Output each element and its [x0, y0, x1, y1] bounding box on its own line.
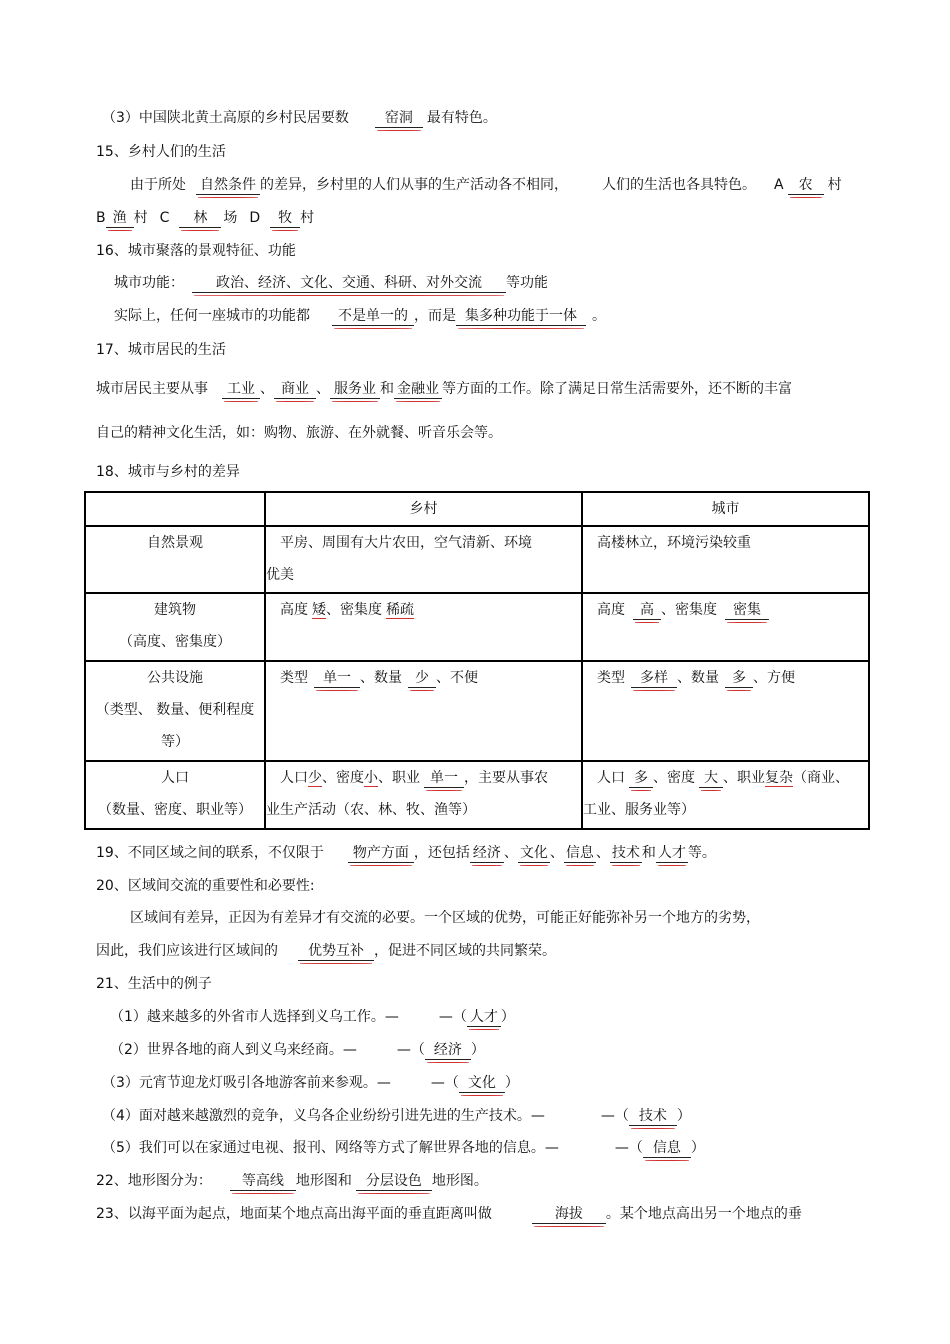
answer: 小 [364, 770, 378, 786]
answer: 复杂 [765, 770, 793, 786]
q17-heading: 17、城市居民的生活 [96, 342, 226, 358]
text: 由于所处 [130, 177, 186, 193]
text: 因此，我们应该进行区域间的 [96, 943, 278, 959]
text: 、 [503, 845, 518, 861]
cell-rural-landscape: 平房、周围有大片农田，空气清新、环境 优美 [265, 526, 582, 593]
cell-urban-buildings: 高度 高 、密集度 密集 [582, 593, 869, 661]
answer-blank: 人才 [467, 1008, 501, 1027]
text: 最有特色。 [426, 110, 497, 126]
answer-blank: 技术 [629, 1107, 677, 1126]
comparison-table [84, 491, 870, 830]
q17-line2: 自己的精神文化生活，如：购物、旅游、在外就餐、听音乐会等。 [96, 425, 502, 441]
text: 村 [133, 210, 148, 226]
answer: 高 [633, 601, 661, 620]
text: —（ [614, 1140, 643, 1156]
q18-heading: 18、城市与乡村的差异 [96, 464, 240, 480]
text: （3）中国陕北黄土高原的乡村民居要数 [102, 110, 349, 126]
q21-item-5 [102, 1138, 705, 1158]
answer-blank: 自然条件 [196, 176, 260, 195]
text: （5）我们可以在家通过电视、报刊、网络等方式了解世界各地的信息。— [102, 1140, 559, 1156]
text: （3）元宵节迎龙灯吸引各地游客前来参观。— [102, 1075, 391, 1091]
text: ，而是 [414, 308, 456, 324]
text: 和 [641, 845, 656, 861]
text: C [159, 210, 170, 226]
q15-line2 [96, 208, 314, 228]
cell-urban-landscape: 高楼林立，环境污染较重 [582, 526, 869, 593]
answer: 大 [699, 769, 723, 788]
answer-blank: 信息 [643, 1139, 691, 1158]
text: ） [500, 1009, 515, 1025]
text: 的差异，乡村里的人们从事的生产活动各不相同， [260, 177, 568, 193]
text: （4）面对越来越激烈的竞争，义乌各企业纷纷引进先进的生产技术。— [102, 1108, 545, 1124]
text: 、 [260, 381, 274, 397]
cell-urban-population: 人口 多 、密度 大 、职业复杂（商业、 工业、服务业等） [582, 761, 869, 829]
row-label-population: 人口 （数量、密度、职业等） [85, 761, 265, 829]
text: ） [504, 1075, 519, 1091]
answer-blank: 林 [179, 209, 221, 228]
answer: 单一 [314, 669, 360, 688]
text: —（ [600, 1108, 629, 1124]
text: 等。 [687, 845, 716, 861]
row-label-public-facilities: 公共设施 （类型、 数量、便利程度 等） [85, 661, 265, 761]
answer-blank: 优势互补 [298, 942, 374, 961]
q16-line2 [114, 306, 606, 326]
answer-blank: 政治、经济、文化、交通、科研、对外交流 [192, 274, 506, 293]
text: 19、不同区域之间的联系，不仅限于 [96, 845, 324, 861]
table-corner-cell [85, 492, 265, 526]
answer-blank: 服务业 [330, 380, 380, 399]
q21-item-1 [110, 1007, 515, 1027]
text: ） [690, 1140, 705, 1156]
answer-blank: 金融业 [394, 380, 442, 399]
text: 和 [380, 381, 394, 397]
answer-blank: 等高线 [230, 1172, 296, 1191]
q21-heading: 21、生活中的例子 [96, 976, 212, 992]
text: 、 [549, 845, 564, 861]
text: ，促进不同区域的共同繁荣。 [374, 943, 556, 959]
answer-blank: 牧 [270, 209, 300, 228]
answer: 多 [629, 769, 653, 788]
q23-line [96, 1204, 802, 1224]
text: —（ [430, 1075, 459, 1091]
line-3-cave [102, 108, 497, 128]
answer-blank: 文化 [459, 1074, 505, 1093]
q21-item-2 [110, 1040, 485, 1060]
answer-blank: 文化 [519, 845, 548, 861]
answer-blank: 经济 [425, 1041, 471, 1060]
text: 地形图和 [295, 1173, 352, 1189]
text: 、 [316, 381, 330, 397]
text: 城市居民主要从事 [96, 381, 208, 397]
answer-blank: 集多种功能于一体 [456, 307, 586, 326]
answer-blank: 信息 [565, 845, 594, 861]
answer-blank: 海拔 [532, 1205, 606, 1224]
answer: 单一 [424, 769, 464, 788]
q15-heading: 15、乡村人们的生活 [96, 144, 226, 160]
cell-urban-facilities: 类型 多样 、数量 多 、方便 [582, 661, 869, 761]
text: A [774, 177, 784, 193]
text: 。某个地点高出另一个地点的垂 [605, 1206, 802, 1222]
answer-blank: 分层设色 [356, 1172, 432, 1191]
q20-line2 [96, 941, 556, 961]
q21-item-3 [102, 1073, 519, 1093]
text: 村 [300, 210, 315, 226]
answer-blank: 技术 [611, 845, 640, 861]
q21-item-4 [102, 1106, 691, 1126]
text: B [96, 210, 106, 226]
text: 场 [223, 210, 238, 226]
text: 等功能 [506, 275, 548, 291]
text: 地形图。 [431, 1173, 488, 1189]
q20-heading: 20、区域间交流的重要性和必要性: [96, 878, 315, 894]
answer-blank: 商业 [274, 380, 316, 399]
q15-line1 [130, 175, 842, 195]
q16-heading: 16、城市聚落的景观特征、功能 [96, 243, 296, 259]
answer-blank: 物产方面 [348, 844, 414, 863]
row-label-natural-landscape: 自然景观 [85, 526, 265, 593]
text: 23、以海平面为起点，地面某个地点高出海平面的垂直距离叫做 [96, 1206, 492, 1222]
text: ） [676, 1108, 691, 1124]
cell-rural-buildings: 高度 矮、密集度 稀疏 [265, 593, 582, 661]
answer-blank: 不是单一的 [332, 307, 414, 326]
q20-line1: 区域间有差异，正因为有差异才有交流的必要。一个区域的优势，可能正好能弥补另一个地方的劣势， [130, 910, 760, 926]
text: —（ [396, 1042, 425, 1058]
text: 、 [595, 845, 610, 861]
text: 。 [592, 308, 606, 324]
q19-line [96, 843, 716, 863]
row-label-buildings: 建筑物 （高度、密集度） [85, 593, 265, 661]
answer-blank: 农 [788, 176, 824, 195]
text: 等方面的工作。除了满足日常生活需要外，还不断的丰富 [442, 381, 792, 397]
answer: 矮 [312, 602, 326, 618]
cell-rural-facilities: 类型 单一 、数量 少 、不便 [265, 661, 582, 761]
text: —（ [438, 1009, 467, 1025]
answer-blank: 经济 [470, 844, 504, 863]
cell-rural-population: 人口少、密度小、职业 单一 ，主要从事农 业生产活动（农、林、牧、渔等） [265, 761, 582, 829]
answer: 多 [725, 669, 753, 688]
answer-blank: 人才 [657, 845, 686, 861]
text: ） [470, 1042, 485, 1058]
column-header-rural: 乡村 [265, 492, 582, 526]
answer-blank: 渔 [106, 209, 134, 228]
column-header-urban: 城市 [582, 492, 869, 526]
q22-line [96, 1171, 488, 1191]
answer: 少 [308, 770, 322, 786]
text: （1）越来越多的外省市人选择到义乌工作。— [110, 1009, 399, 1025]
text: D [249, 210, 261, 226]
answer: 稀疏 [386, 602, 414, 618]
text: （2）世界各地的商人到义乌来经商。— [110, 1042, 357, 1058]
q17-line1 [96, 379, 792, 399]
text: ，还包括 [413, 845, 470, 861]
answer: 少 [408, 669, 436, 688]
text: 村 [827, 177, 842, 193]
text: 实际上，任何一座城市的功能都 [114, 308, 310, 324]
text: 城市功能： [114, 275, 184, 291]
q16-line1 [114, 273, 548, 293]
text: 22、地形图分为： [96, 1173, 212, 1189]
answer: 密集 [725, 601, 769, 620]
answer-blank: 窑洞 [375, 109, 423, 128]
text: 人们的生活也各具特色。 [602, 177, 756, 193]
answer-blank: 工业 [222, 380, 260, 399]
answer: 多样 [631, 669, 677, 688]
